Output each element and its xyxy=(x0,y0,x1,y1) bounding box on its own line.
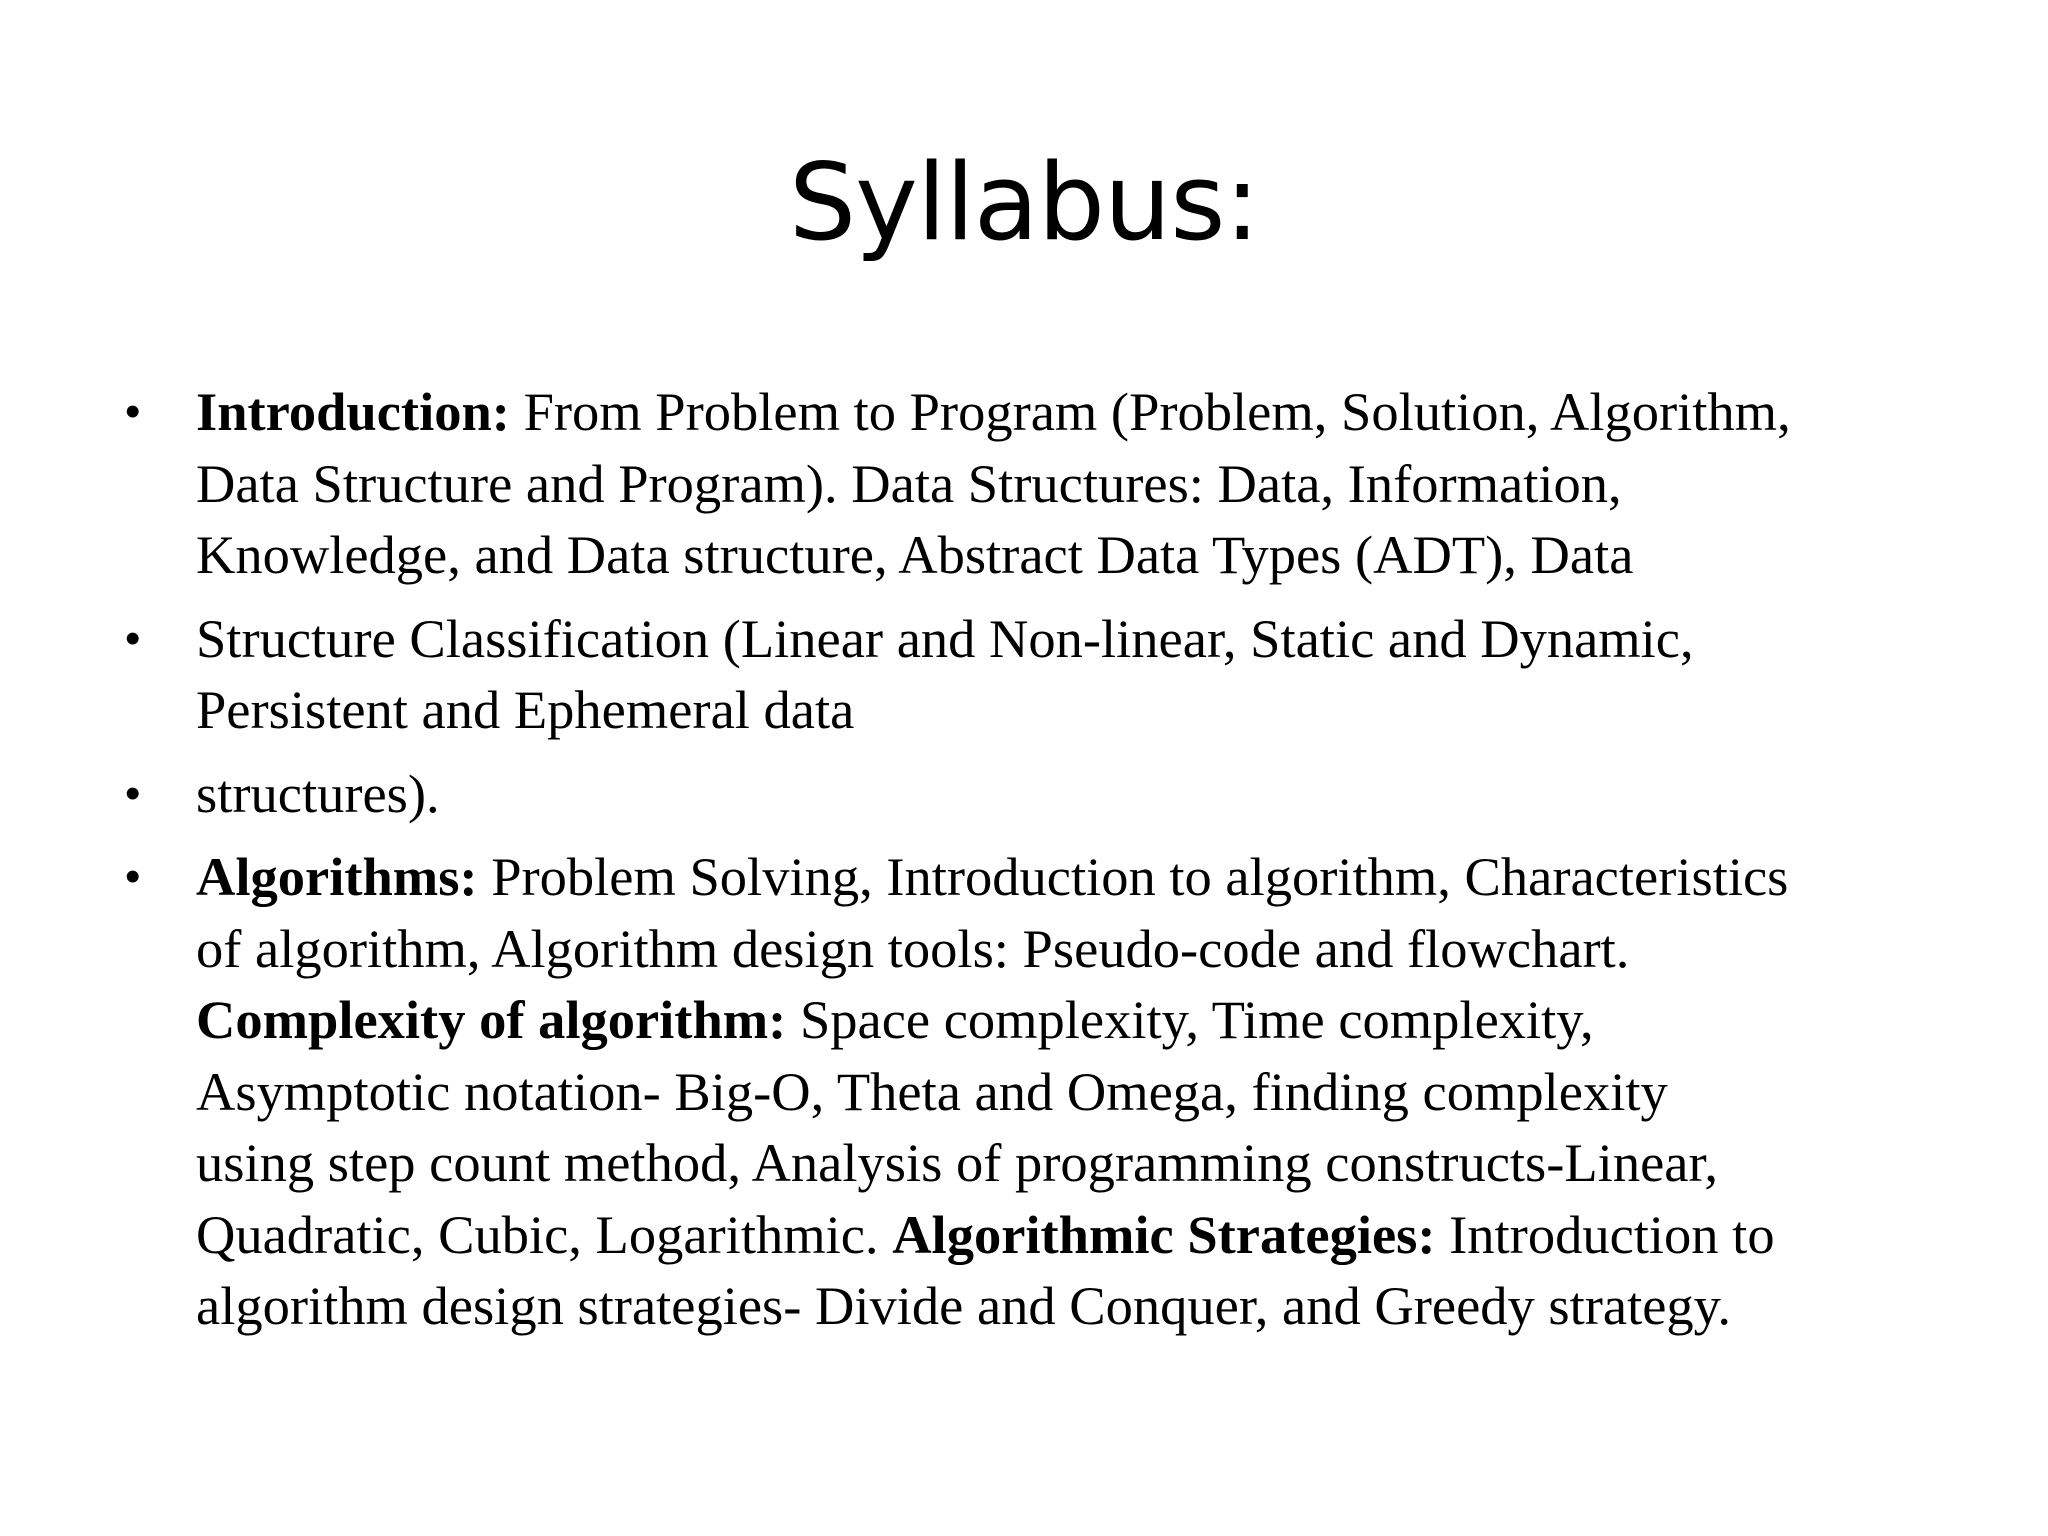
bullet-line xyxy=(196,519,1955,591)
bullet-icon: • xyxy=(125,387,141,436)
line-text: From Problem to Program (Problem, Solution, Algorithm, xyxy=(509,381,1791,442)
bold-heading: Algorithms: xyxy=(196,846,478,907)
bullet-line xyxy=(196,674,1955,746)
line-text: of algorithm, Algorithm design tools: Pseudo-code and flowchart. xyxy=(196,917,1630,979)
bullet-line xyxy=(196,913,1955,985)
bullet-line xyxy=(196,1270,1955,1342)
line-text: Space complexity, Time complexity, xyxy=(786,989,1594,1050)
bullet-item-algorithms xyxy=(125,841,1955,1342)
line-text: Knowledge, and Data structure, Abstract Data Types (ADT), Data xyxy=(196,524,1634,585)
bullet-line xyxy=(196,1199,1955,1271)
bold-heading: Complexity of algorithm: xyxy=(196,989,787,1050)
bullet-item-introduction xyxy=(125,376,1955,591)
bullet-line xyxy=(196,758,1955,830)
line-text: Quadratic, Cubic, Logarithmic. xyxy=(196,1203,893,1265)
bullet-line xyxy=(196,376,1955,448)
bullet-line xyxy=(196,603,1955,675)
bullet-icon: • xyxy=(125,768,141,818)
line-text: Structure Classification (Linear and Non-linear, Static and Dynamic, xyxy=(196,607,1694,669)
bold-heading: Algorithmic Strategies: xyxy=(892,1203,1436,1265)
slide-title: Syllabus: xyxy=(788,141,1260,264)
line-text: Introduction to xyxy=(1435,1203,1775,1265)
bullet-list xyxy=(125,376,1955,1354)
bullet-icon: • xyxy=(125,852,141,901)
bullet-item-structures xyxy=(125,758,1955,830)
bullet-item-classification xyxy=(125,603,1955,746)
bullet-line xyxy=(196,448,1955,520)
bullet-line xyxy=(196,841,1955,913)
line-text: Data Structure and Program). Data Structures: Data, Information, xyxy=(196,452,1622,514)
bullet-icon: • xyxy=(125,613,141,663)
line-text: Asymptotic notation- Big-O, Theta and Omega, finding complexity xyxy=(196,1060,1668,1122)
line-text: algorithm design strategies- Divide and Conquer, and Greedy strategy. xyxy=(196,1275,1731,1336)
line-text: Persistent and Ephemeral data xyxy=(196,679,855,740)
line-text: structures). xyxy=(196,762,440,824)
bullet-line xyxy=(196,984,1955,1056)
bullet-line xyxy=(196,1127,1955,1199)
bullet-line xyxy=(196,1056,1955,1128)
line-text: using step count method, Analysis of programming constructs-Linear, xyxy=(196,1132,1719,1193)
line-text: Problem Solving, Introduction to algorithm, Characteristics xyxy=(477,846,1789,907)
bold-heading: Introduction: xyxy=(196,381,510,442)
